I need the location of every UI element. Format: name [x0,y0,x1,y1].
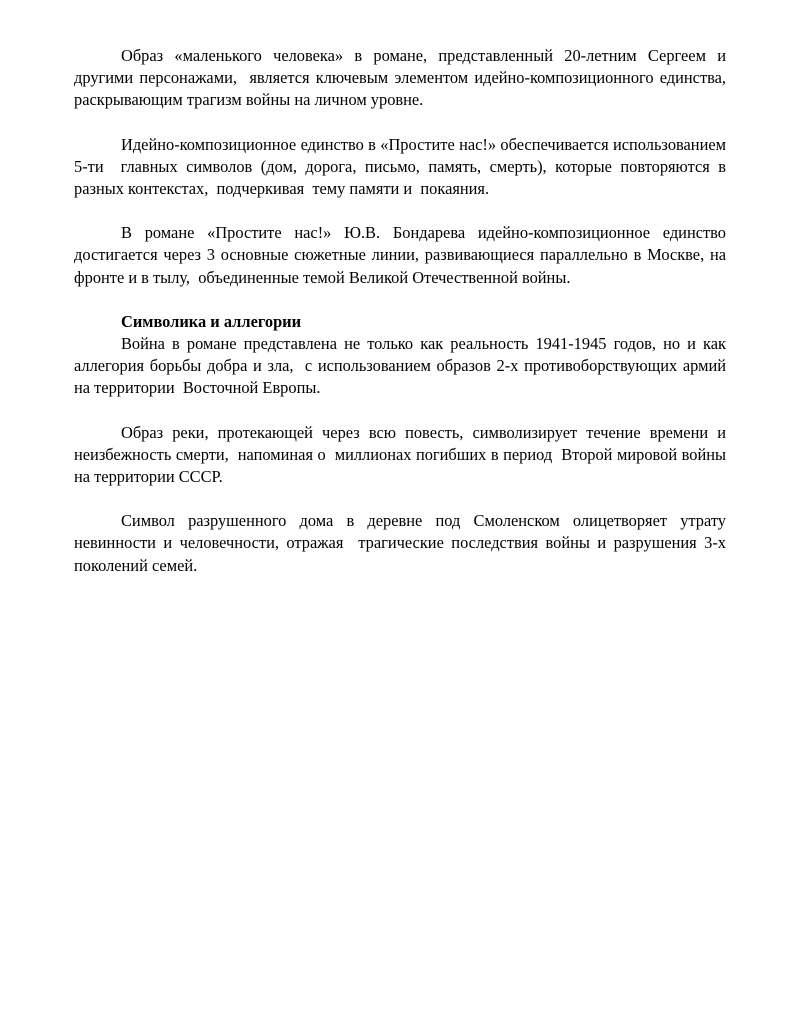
paragraph-little-man: Образ «маленького человека» в романе, представленный 20-летним Сергеем и другими персонажами, является ключевым элементом идейно-композиционного единства, раскрывающим трагизм войны на личном уровне. [74,46,731,110]
paragraph-storylines: В романе «Простите нас!» Ю.В. Бондарева идейно-композиционное единство достигается через 3 основные сюжетные линии, развивающиеся параллельно в Москве, на фронте и в тылу, объединенные темой Великой Отечественной войны. [74,223,731,287]
paragraph-ruined-house: Символ разрушенного дома в деревне под Смоленском олицетворяет утрату невинности и человечности, отражая трагические последствия войны и разрушения 3-х поколений семей. [74,511,731,575]
document-page [74,45,731,577]
paragraph-river-symbol: Образ реки, протекающей через всю повесть, символизирует течение времени и неизбежность смерти, напоминая о миллионах погибших в период Второй мировой войны на территории СССР. [74,422,731,487]
section-heading: Символика и аллегории [121,311,302,331]
paragraph-five-symbols: Идейно-композиционное единство в «Простите нас!» обеспечивается использованием 5-ти главных символов (дом, дорога, письмо, память, смерть), которые повторяются в разных контекстах, подчеркивая тему памяти и покаяния. [74,134,731,199]
paragraph-war-allegory: Война в романе представлена не только как реальность 1941-1945 годов, но и как аллегория борьбы добра и зла, с использованием образов 2-х противоборствующих армий на территории Восточной Европы. [74,334,731,398]
